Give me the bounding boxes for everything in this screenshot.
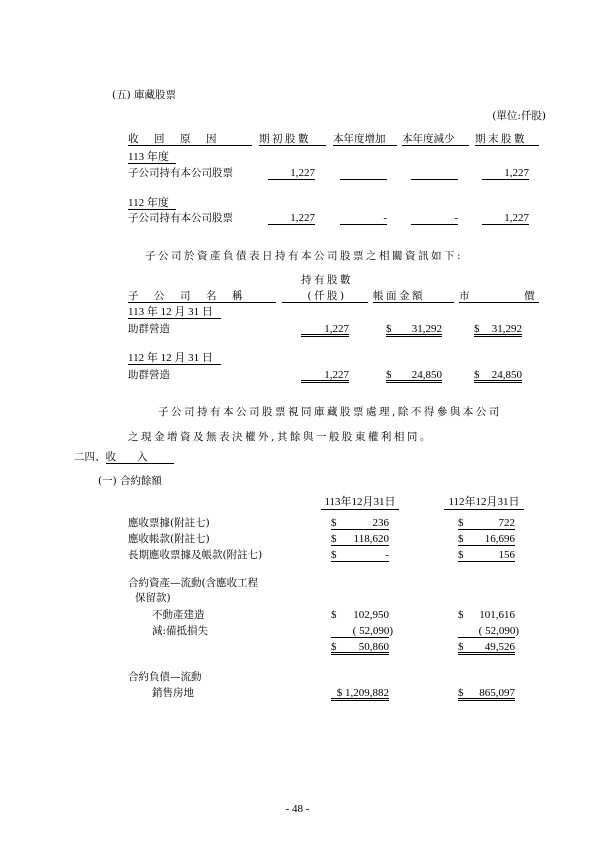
year-label-112: 112 年度 — [128, 197, 169, 209]
th-opening-shares: 期初股數 — [259, 133, 311, 145]
year-underline — [128, 209, 176, 210]
cell-value: 118,620 — [353, 533, 389, 545]
cell-value: 102,950 — [353, 609, 389, 621]
date-label-112: 112 年 12 月 31 日 — [128, 352, 213, 364]
unit-label: (單位:仟股) — [492, 110, 546, 122]
row-label: 子公司持有本公司股票 — [128, 167, 233, 179]
double-underline — [458, 652, 515, 655]
th-underline — [259, 145, 326, 146]
cell-dollar: $ — [331, 549, 337, 561]
th-reason: 收 回 原 因 — [128, 133, 219, 145]
cell-market: 31,292 — [491, 323, 522, 335]
date-underline — [128, 318, 221, 319]
th-shares-bottom: (仟股) — [307, 290, 347, 302]
col-header-underline — [444, 509, 524, 510]
cell-underline — [331, 529, 389, 530]
th-book-value: 帳面金額 — [373, 290, 425, 302]
cell-dollar: $ — [458, 533, 464, 545]
note-line-1: 子公司持有本公司股票視同庫藏股票處理,除不得參與本公司 — [158, 406, 502, 418]
cell-value: $ 1,209,882 — [336, 687, 389, 699]
cell-underline — [268, 224, 315, 225]
cell-dollar: $ — [458, 641, 464, 653]
cell-dollar: $ — [331, 641, 337, 653]
col-header-2023: 112年12月31日 — [448, 496, 520, 508]
cell-value: 101,616 — [479, 609, 515, 621]
th-market-left: 市 — [459, 290, 470, 302]
col-header-underline — [321, 509, 399, 510]
cell-underline — [482, 179, 529, 180]
cell-book: 31,292 — [411, 323, 442, 335]
cell-dollar: $ — [458, 549, 464, 561]
cell-value: 156 — [498, 549, 515, 561]
th-underline — [128, 302, 276, 303]
cell-underline — [331, 545, 389, 546]
row-label: 長期應收票據及帳款(附註七) — [128, 549, 263, 561]
note-line-2: 之現金增資及無表決權外,其餘與一般股東權利相同。 — [128, 431, 433, 443]
double-underline — [331, 698, 389, 701]
double-underline — [386, 380, 442, 383]
cell-dollar: $ — [458, 517, 464, 529]
contract-assets-title: 合約資產—流動(含應收工程 — [128, 577, 259, 589]
row-label: 減:備抵損失 — [152, 625, 209, 637]
double-underline — [474, 380, 522, 383]
page-number: - 48 - — [285, 803, 310, 815]
th-market-right: 價 — [524, 290, 535, 302]
col-header-2024: 113年12月31日 — [324, 496, 396, 508]
cell-value: 722 — [498, 517, 515, 529]
cell-underline — [482, 224, 529, 225]
cell-value: - — [385, 549, 389, 561]
row-label: 不動產建造 — [152, 609, 205, 621]
cell-dollar: $ — [331, 533, 337, 545]
double-underline — [301, 334, 349, 337]
th-decrease: 本年度減少 — [402, 133, 455, 145]
cell-close: 1,227 — [504, 167, 529, 179]
cell-dollar: $ — [331, 517, 337, 529]
th-underline — [402, 145, 469, 146]
cell-underline — [458, 529, 515, 530]
double-underline — [331, 652, 389, 655]
double-underline — [458, 698, 515, 701]
cell-underline — [268, 179, 315, 180]
th-underline — [373, 302, 454, 303]
cell-underline — [411, 179, 458, 180]
section-title-revenue: 二四、收 入 — [74, 451, 148, 463]
cell-dollar: $ — [458, 609, 464, 621]
cell-dollar: $ — [458, 687, 464, 699]
title-underline — [106, 463, 174, 464]
double-underline — [301, 380, 349, 383]
row-label: 應收票據(附註七) — [128, 517, 210, 529]
cell-underline — [340, 224, 387, 225]
cell-open: 1,227 — [290, 167, 315, 179]
cell-dollar: $ — [474, 369, 480, 381]
cell-underline — [340, 179, 387, 180]
th-closing-shares: 期末股數 — [475, 133, 527, 145]
date-label-113: 113 年 12 月 31 日 — [128, 306, 213, 318]
cell-value: 49,526 — [484, 641, 515, 653]
row-label: 子公司持有本公司股票 — [128, 212, 233, 224]
company-name: 助群營造 — [128, 369, 170, 381]
cell-dollar: $ — [331, 609, 337, 621]
cell-value: ( 52,090) — [352, 625, 393, 637]
th-company-name: 子 公 司 名 稱 — [128, 290, 245, 302]
cell-underline — [458, 637, 515, 638]
contract-liabilities-title: 合約負債—流動 — [128, 671, 202, 683]
section-title-treasury: (五) 庫藏股票 — [112, 89, 177, 101]
cell-value: 865,097 — [479, 687, 515, 699]
th-shares-top: 持有股數 — [301, 274, 353, 286]
cell-underline — [411, 224, 458, 225]
cell-close: 1,227 — [504, 212, 529, 224]
cell-shares: 1,227 — [324, 323, 349, 335]
year-label-113: 113 年度 — [128, 151, 169, 163]
cell-dollar: $ — [386, 369, 392, 381]
cell-book: 24,850 — [411, 369, 442, 381]
cell-dollar: $ — [474, 323, 480, 335]
date-underline — [128, 364, 221, 365]
double-underline — [474, 334, 522, 337]
th-underline — [333, 145, 397, 146]
cell-underline — [458, 545, 515, 546]
row-label: 銷售房地 — [152, 687, 194, 699]
cell-dollar: $ — [386, 323, 392, 335]
cell-dec: - — [454, 212, 458, 224]
holding-intro: 子公司於資產負債表日持有本公司股票之相關資訊如下: — [145, 250, 464, 262]
cell-market: 24,850 — [491, 369, 522, 381]
company-name: 助群營造 — [128, 323, 170, 335]
th-underline — [128, 145, 252, 146]
cell-value: 50,860 — [358, 641, 389, 653]
cell-underline — [331, 637, 389, 638]
cell-value: 236 — [372, 517, 389, 529]
cell-open: 1,227 — [290, 212, 315, 224]
cell-value: 16,696 — [484, 533, 515, 545]
year-underline — [128, 163, 176, 164]
cell-underline — [458, 561, 515, 562]
th-underline — [475, 145, 539, 146]
th-increase: 本年度增加 — [333, 133, 386, 145]
th-underline — [459, 302, 539, 303]
row-label: 應收帳款(附註七) — [128, 533, 210, 545]
cell-value: ( 52,090) — [478, 625, 519, 637]
th-underline — [282, 302, 368, 303]
cell-underline — [331, 561, 389, 562]
contract-assets-title-cont: 保留款) — [135, 592, 171, 604]
cell-shares: 1,227 — [324, 369, 349, 381]
cell-inc: - — [383, 212, 387, 224]
double-underline — [386, 334, 442, 337]
subsection-title: (一) 合約餘額 — [98, 475, 163, 487]
